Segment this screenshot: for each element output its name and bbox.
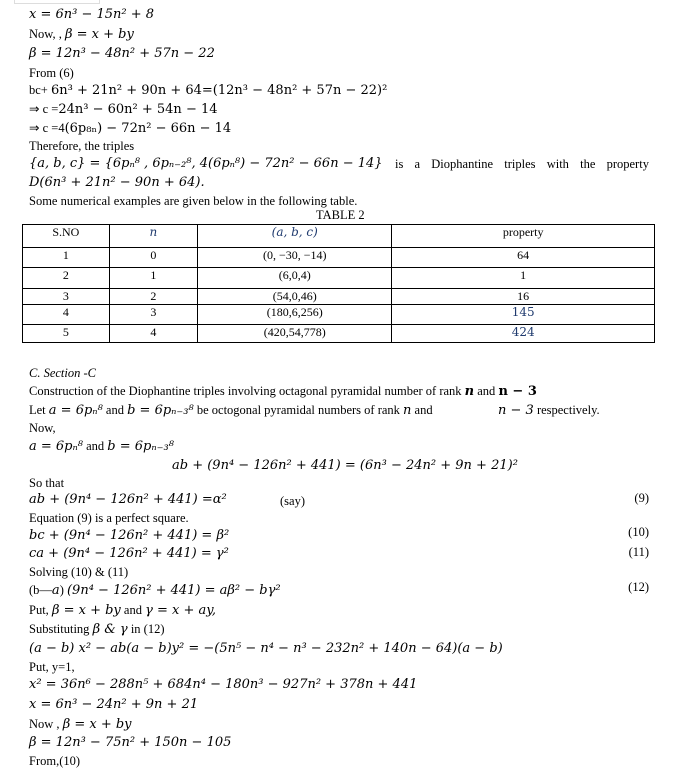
rank-n-minus-3: n − 3 [498,384,537,399]
header-n: n [109,225,198,248]
rank-n: n [403,403,412,418]
equation-x-squared: x² = 36n⁶ − 288n⁵ + 684n⁴ − 180n³ − 927n² + 378n + 441 [29,677,418,692]
triples-set: {a, b, c} = {6pₙ⁸ , 6pₙ₋₂⁸, 4(6pₙ⁸) − 72n² − 66n − 14} [29,156,383,171]
equation-12-line [29,582,281,599]
c-expression-2: (6p₈ₙ) − 72n² − 66n − 14 [64,121,232,136]
in-12-label: in (12) [127,622,165,636]
equation-substituted: (a − b) x² − ab(a − b)y² = −(5n⁵ − n⁴ − n³ − 232n² + 140n − 64)(a − b) [29,641,503,656]
bc-rhs: =(12n³ − 48n² + 57n − 22)² [201,83,388,98]
cell-sno: 3 [23,289,110,305]
word: property [606,157,649,171]
implies-c-label: ⇒ c = [29,102,59,116]
cell-n: 0 [109,248,198,268]
b-minus-label: (b— [29,583,52,597]
and-word: and [82,439,108,453]
section-heading: C. Section -C [29,366,97,380]
and-word: and [474,384,499,398]
beta-sub: β = x + by [51,603,121,618]
cell-abc: (54,0,46) [198,289,392,305]
c-expression-1: 24n³ − 60n² + 54n − 14 [58,102,218,117]
cell-abc: (0, −30, −14) [198,248,392,268]
say-label: (say) [280,494,305,508]
cell-property: 1 [392,268,655,289]
let-line-tail [498,402,600,419]
table-row [23,305,655,325]
header-abc: (a, b, c) [198,225,392,248]
equation-11: ca + (9n⁴ − 126n² + 441) = γ² [29,546,229,561]
table-row [23,268,655,289]
beta-gamma: β & γ [92,622,128,637]
word: triples [504,157,536,171]
numerical-examples-text: Some numerical examples are given below in the following table. [29,194,358,208]
cell-property: 145 [392,305,655,325]
cell-abc: (6,0,4) [198,268,392,289]
put-line [29,602,216,619]
equation-ab-identity: ab + (9n⁴ − 126n² + 441) = (6n³ − 24n² + 9n + 21)² [172,458,518,473]
equation-10: bc + (9n⁴ − 126n² + 441) = β² [29,528,230,543]
respectively-word: respectively. [533,403,600,417]
cell-property: 424 [392,325,655,343]
beta-def: β = x + by [65,27,134,42]
construction-text [29,383,537,400]
word: Diophantine [431,157,494,171]
word: with [546,157,569,171]
cell-abc: (180,6,256) [198,305,392,325]
let-word: Let [29,403,49,417]
a-b-def-line [29,438,174,455]
equation-number-10: (10) [628,525,649,539]
line-c2 [29,120,231,137]
therefore-label: Therefore, the triples [29,139,135,153]
cell-property: 64 [392,248,655,268]
beta-def-2: β = x + by [62,717,132,732]
equation-beta: β = 12n³ − 48n² + 57n − 22 [29,46,215,61]
b-def: b = 6pₙ₋₃⁸ [127,403,194,418]
table-row [23,289,655,305]
bc-lhs: 6n³ + 21n² + 90n + 64 [50,83,202,98]
construction-desc: Construction of the Diophantine triples involving octagonal pyramidal number of rank [29,384,465,398]
substituting-label: Substituting [29,622,93,636]
and-word: and [411,403,433,417]
cell-abc: (420,54,778) [198,325,392,343]
page-fragment-border [14,0,100,4]
so-that-label: So that [29,476,65,490]
equation-12: (9n⁴ − 126n² + 441) = aβ² − bγ² [66,583,281,598]
now-label: Now, , [29,27,65,41]
b-def: b = 6pₙ₋₃⁸ [107,439,174,454]
table-caption: TABLE 2 [316,208,365,222]
substituting-line [29,621,165,638]
cell-sno: 4 [23,305,110,325]
let-rest: be octogonal pyramidal numbers of rank [193,403,404,417]
a-def: a = 6pₙ⁸ [48,403,103,418]
header-sno: S.NO [23,225,110,248]
word: the [580,157,596,171]
equation-x-solution: x = 6n³ − 24n² + 9n + 21 [29,697,199,712]
cell-sno: 1 [23,248,110,268]
line-c1 [29,101,218,118]
a-var: a [51,583,60,598]
now-label-3: Now , [29,717,63,731]
equation-9: ab + (9n⁴ − 126n² + 441) =α² [29,492,227,507]
table-row [23,248,655,268]
solving-label: Solving (10) & (11) [29,565,129,579]
rank-n-minus-3: n − 3 [498,403,534,418]
rank-n: n [464,384,475,399]
now-label-2: Now, [29,421,56,435]
line-now-beta [29,26,134,43]
table-header-row [23,225,655,248]
perfect-square-text: Equation (9) is a perfect square. [29,511,189,525]
justified-text [395,157,649,172]
and-word: and [120,603,146,617]
gamma-sub: γ = x + ay, [145,603,216,618]
close-paren: ) [59,583,67,597]
put-y-label: Put, y=1, [29,660,75,674]
cell-n: 3 [109,305,198,325]
and-word: and [102,403,128,417]
let-line [29,402,433,419]
cell-sno: 5 [23,325,110,343]
now-beta-line [29,716,132,733]
word: is [395,157,404,171]
equation-beta-2: β = 12n³ − 75n² + 150n − 105 [29,735,232,750]
word: a [414,157,421,171]
equation-number-12: (12) [628,580,649,594]
cell-n: 1 [109,268,198,289]
equation-x: x = 6n³ − 15n² + 8 [29,7,155,22]
cell-property: 16 [392,289,655,305]
table-2 [22,224,655,343]
cell-n: 2 [109,289,198,305]
header-property: property [392,225,655,248]
property-D: D(6n³ + 21n² − 90n + 64). [29,175,205,190]
equation-number-11: (11) [628,545,649,559]
a-def: a = 6pₙ⁸ [29,439,83,454]
implies-c4-label: ⇒ c =4 [29,121,65,135]
from-6-label: From (6) [29,66,74,80]
from-10-label: From,(10) [29,754,81,768]
put-label: Put, [29,603,52,617]
bc-label: bc+ [29,83,51,97]
cell-n: 4 [109,325,198,343]
line-bc [29,82,387,99]
cell-sno: 2 [23,268,110,289]
table-row [23,325,655,343]
equation-number-9: (9) [634,491,649,505]
